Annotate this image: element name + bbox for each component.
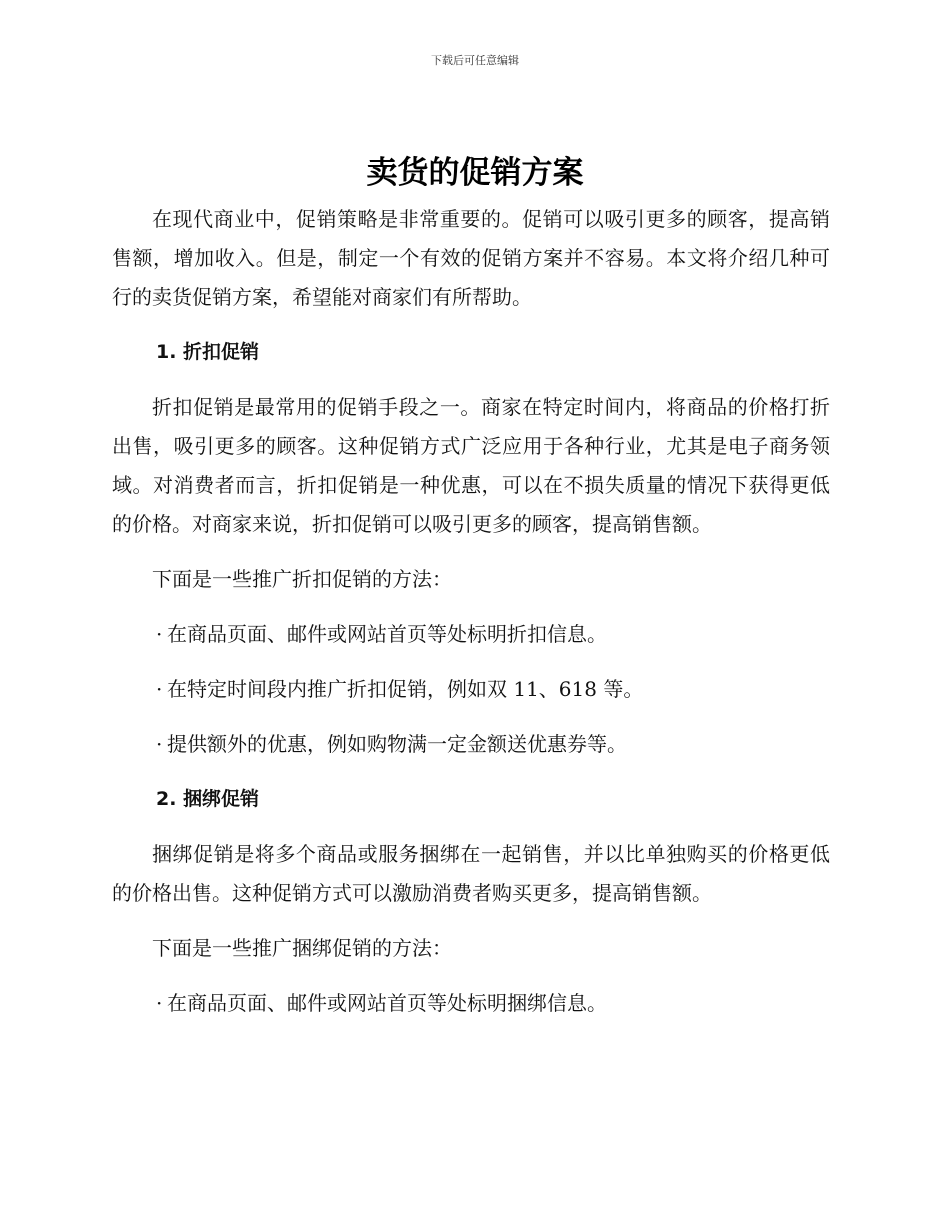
list-item-text: 提供额外的优惠，例如购物满一定金额送优惠券等。: [167, 732, 627, 756]
list-item-text: 在特定时间段内推广折扣促销，例如双 11、618 等。: [167, 677, 644, 701]
bullet-dot-icon: ·: [156, 622, 163, 646]
bundle-methods-intro: 下面是一些推广捆绑促销的方法：: [152, 936, 452, 960]
document-body: [112, 200, 830, 1023]
list-item: [112, 725, 830, 764]
list-item-text: 在商品页面、邮件或网站首页等处标明折扣信息。: [167, 622, 607, 646]
section-heading-discount: 1. 折扣促销: [156, 341, 260, 363]
discount-methods-intro: 下面是一些推广折扣促销的方法：: [152, 567, 452, 591]
bullet-dot-icon: ·: [156, 677, 163, 701]
section-heading-bundle: 2. 捆绑促销: [156, 788, 260, 810]
document-title: 卖货的促销方案: [366, 155, 584, 191]
bullet-dot-icon: ·: [156, 732, 163, 756]
list-item: [112, 984, 830, 1023]
page-header: 下载后可任意编辑: [431, 54, 519, 67]
bullet-dot-icon: ·: [156, 991, 163, 1015]
discount-body-paragraph: 折扣促销是最常用的促销手段之一。商家在特定时间内，将商品的价格打折出售，吸引更多的顾客。这种促销方式广泛应用于各种行业，尤其是电子商务领域。对消费者而言，折扣促销是一种优惠，可以在不损失质量的情况下获得更低的价格。对商家来说，折扣促销可以吸引更多的顾客，提高销售额。: [112, 395, 830, 536]
list-item: [112, 670, 830, 709]
intro-paragraph: 在现代商业中，促销策略是非常重要的。促销可以吸引更多的顾客，提高销售额，增加收入。但是，制定一个有效的促销方案并不容易。本文将介绍几种可行的卖货促销方案，希望能对商家们有所帮助。: [112, 207, 830, 309]
bundle-body-paragraph: 捆绑促销是将多个商品或服务捆绑在一起销售，并以比单独购买的价格更低的价格出售。这种促销方式可以激励消费者购买更多，提高销售额。: [112, 842, 830, 905]
list-item: [112, 615, 830, 654]
list-item-text: 在商品页面、邮件或网站首页等处标明捆绑信息。: [167, 991, 607, 1015]
